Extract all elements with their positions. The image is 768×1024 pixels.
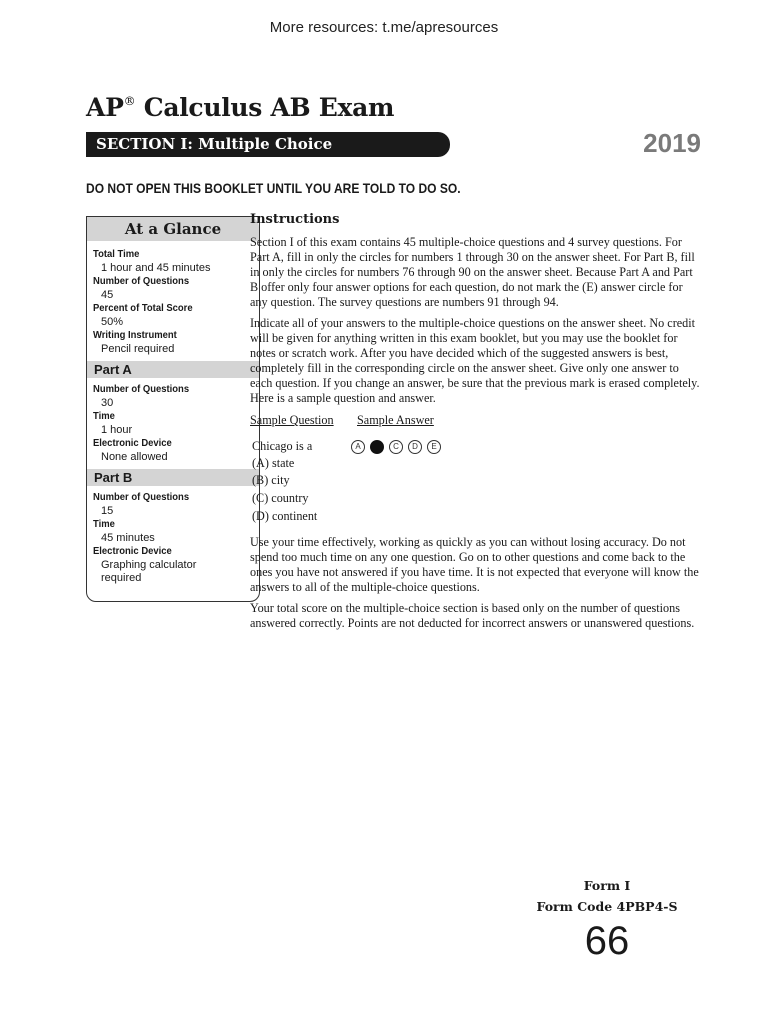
instructions-paragraph-3: Use your time effectively, working as quickly as you can without losing accuracy. Do not spend too much time on any one question. Go on to other questions and come back to the ones you have not answered if you have time. It is not expected that everyone will know the answers to all of the multiple-choice questions.	[250, 535, 699, 594]
sample-question-label: Sample Question	[250, 413, 334, 427]
resources-link: More resources: t.me/apresources	[269, 19, 499, 36]
glance-value-continued: required	[101, 572, 142, 584]
title-ap: AP	[86, 93, 124, 122]
glance-label: Time	[93, 410, 115, 422]
glance-value: 15	[101, 504, 114, 517]
form-code: Form Code 4PBP4-S	[536, 899, 678, 914]
glance-value: 1 hour	[101, 423, 133, 436]
glance-value: 45 minutes	[101, 531, 155, 544]
sample-option: (D) continent	[252, 509, 318, 523]
glance-label: Number of Questions	[93, 383, 190, 395]
glance-label: Writing Instrument	[93, 329, 177, 341]
instructions-paragraph-1: Section I of this exam contains 45 multiple-choice questions and 4 survey questions. For Part A, fill in only the circles for numbers 1 through 30 on the answer sheet. For Part B, fill in only the circles for numbers 76 through 90 on the answer sheet. Because Part A and Part B offer only four answer options for each question, do not mark the (E) answer circle for any question. The survey questions are numbers 91 through 94.	[250, 235, 695, 309]
glance-value: 45	[101, 288, 114, 301]
glance-label: Time	[93, 518, 115, 530]
sample-question-stem: Chicago is a	[252, 439, 313, 453]
sample-option: (B) city	[252, 473, 290, 487]
glance-label: Total Time	[93, 248, 140, 260]
answer-bubble-b-filled	[370, 440, 384, 454]
warning-text: DO NOT OPEN THIS BOOKLET UNTIL YOU ARE TOLD TO DO SO.	[86, 180, 461, 196]
sample-answer-label: Sample Answer	[357, 413, 434, 427]
glance-value: Graphing calculator	[101, 558, 197, 571]
glance-label: Number of Questions	[93, 275, 190, 287]
sample-answer-bubbles	[351, 440, 441, 454]
at-a-glance-box	[86, 216, 260, 602]
sample-option: (A) state	[252, 456, 295, 470]
instructions-paragraph-2: Indicate all of your answers to the multiple-choice questions on the answer sheet. No credit will be given for anything written in this exam booklet, but you may use the booklet for notes or scratch work. After you have decided which of the suggested answers is best, completely fill in the corresponding circle on the answer sheet. Give only one answer to each question. If you change an answer, be sure that the previous mark is erased completely. Here is a sample question and answer.	[250, 316, 700, 405]
registered-mark: ®	[123, 93, 136, 108]
form-label: Form I	[583, 878, 631, 893]
glance-value: None allowed	[101, 450, 168, 463]
answer-bubble-c: C	[389, 440, 403, 454]
glance-value: 50%	[101, 315, 124, 328]
glance-body	[87, 241, 259, 586]
part-a-heading: Part A	[87, 361, 259, 378]
glance-value: 30	[101, 396, 114, 409]
glance-label: Electronic Device	[93, 545, 172, 557]
instructions-heading: Instructions	[250, 212, 340, 227]
exam-year: 2019	[643, 128, 701, 158]
exam-title	[86, 93, 394, 122]
glance-value: Pencil required	[101, 342, 175, 355]
glance-label: Percent of Total Score	[93, 302, 193, 314]
glance-label: Number of Questions	[93, 491, 190, 503]
section-banner: SECTION I: Multiple Choice	[86, 132, 450, 157]
sample-option: (C) country	[252, 491, 309, 505]
page-number: 66	[584, 919, 630, 963]
glance-title: At a Glance	[87, 217, 259, 241]
glance-value: 1 hour and 45 minutes	[101, 261, 211, 274]
answer-bubble-d: D	[408, 440, 422, 454]
glance-label: Electronic Device	[93, 437, 172, 449]
instructions-paragraph-4: Your total score on the multiple-choice section is based only on the number of questions answered correctly. Points are not deducted for incorrect answers or unanswered questions.	[250, 601, 695, 630]
part-b-heading: Part B	[87, 469, 259, 486]
title-rest: Calculus AB Exam	[135, 93, 395, 122]
answer-bubble-e: E	[427, 440, 441, 454]
answer-bubble-a: A	[351, 440, 365, 454]
